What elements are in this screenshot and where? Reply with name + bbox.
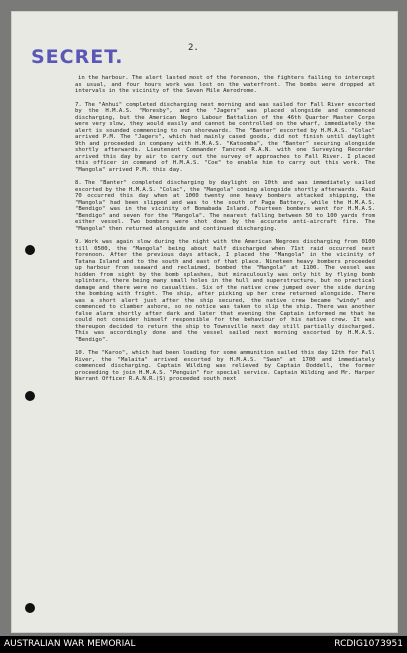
- archive-source: AUSTRALIAN WAR MEMORIAL: [4, 639, 136, 649]
- paragraph-9: 9. Work was again slow during the night with the American Negroes discharging from 0100 till 0500, the "Mangola" being about half discharged when 71st raid occurred next forenoon. After the previous days attack, I placed the "Mangola" in the vicinity of Tatana Island and to the south and east of that place. Nineteen heavy bombers proceeded up harbour from seaward and reclaimed, bombed the "Mangola" at 1100. The vessel was hidden from sight by the bomb splashes, but miraculously was only hit by flying bomb splinters, there being many small holes in the hull and superstructure, but no practical damage and there were no casualties. Six of the native crew jumped over the side during the bombing with fright. The ship, after picking up her crew returned alongside. There was a short alert just after the ship secured, the native crew became "windy" and commenced to clamber ashore, so no notice was taken to slip the ship. There was another false alarm shortly after dark and later that evening the Captain informed me that he could not consider himself responsible for the behaviour of his native crew. It was thereupon decided to return the ship to Townsville next day still partially discharged. This was accordingly done and the vessel sailed next morning escorted by H.M.A.S. "Bendigo".: [75, 239, 375, 343]
- punch-hole-icon: [25, 245, 35, 255]
- paragraph-7: 7. The "Anhui" completed discharging next morning and was sailed for Fall River escorted by the H.M.A.S. "Moresby", and the "Jagers" was placed alongside and commenced discharging, but the American Negro Labour Battalion of the 46th Quarter Master Corps were very slow, they would easily and cannot be controlled on the wharf, immediately the alert is sounded commencing to run shorewards. The "Banter" escorted by H.M.A.S. "Colac" arrived P.M. The "Jagers", which had mainly cased goods, did not finish until daylight 9th and proceeded in company with H.M.A.S. "Katoomba", the "Banter" securing alongside shortly afterwards. Lieutenant Commander Tancred R.A.N. with one Surveying Recorder arrived this day by air to carry out the survey of approaches to Fall River. I placed this officer in command of H.M.A.S. "Coe" to enable him to carry out this work. The "Mangola" arrived P.M. this day.: [75, 101, 375, 173]
- paragraph-continuation: in the harbour. The alert lasted most of the forenoon, the fighters failing to intercept as usual, and four hours work was lost on the waterfront. The bombs were dropped at intervals in the vicinity of the Seven Mile Aerodrome.: [75, 75, 375, 94]
- secret-stamp: SECRET.: [31, 46, 124, 68]
- punch-hole-icon: [25, 391, 35, 401]
- paragraph-8: 8. The "Banter" completed discharging by daylight on 10th and was immediately sailed escorted by the H.M.A.S. "Colac", the "Mangola" coming alongside shortly afterwards. Raid 70 occurred this day when at 1000 twenty one heavy bombers attacked shipping, the "Mangola" had been slipped and was to the south of Paga Battery, while the H.M.A.S. "Bendigo" was in the vicinity of Bomabada Island. Fourteen bombers went for H.M.A.S. "Bendigo" and seven for the "Mangola". The nearest falling between 50 to 100 yards from either vessel. Two bombers were shot down by the accurate anti-aircraft fire. The "Mangola" then returned alongside and continued discharging.: [75, 180, 375, 232]
- punch-hole-icon: [25, 603, 35, 613]
- typed-text-body: [75, 75, 375, 390]
- paragraph-10: 10. The "Karoo", which had been loading for some ammunition sailed this day 12th for Fall River, the "Malaita" arrived escorted by H.M.A.S. "Swan" at 1700 and immediately commenced discharging. Captain Wilding was relieved by Captain Doddell, the former proceeding to join H.M.A.S. "Penguin" for special service. Captain Wilding and Mr. Harper Warrant Officer R.A.N.R.(S) proceeded south next: [75, 350, 375, 382]
- document-page: [11, 11, 398, 633]
- archive-footer-bar: [0, 636, 407, 653]
- page-number: 2.: [188, 43, 199, 53]
- record-id: RCDIG1073951: [334, 639, 403, 649]
